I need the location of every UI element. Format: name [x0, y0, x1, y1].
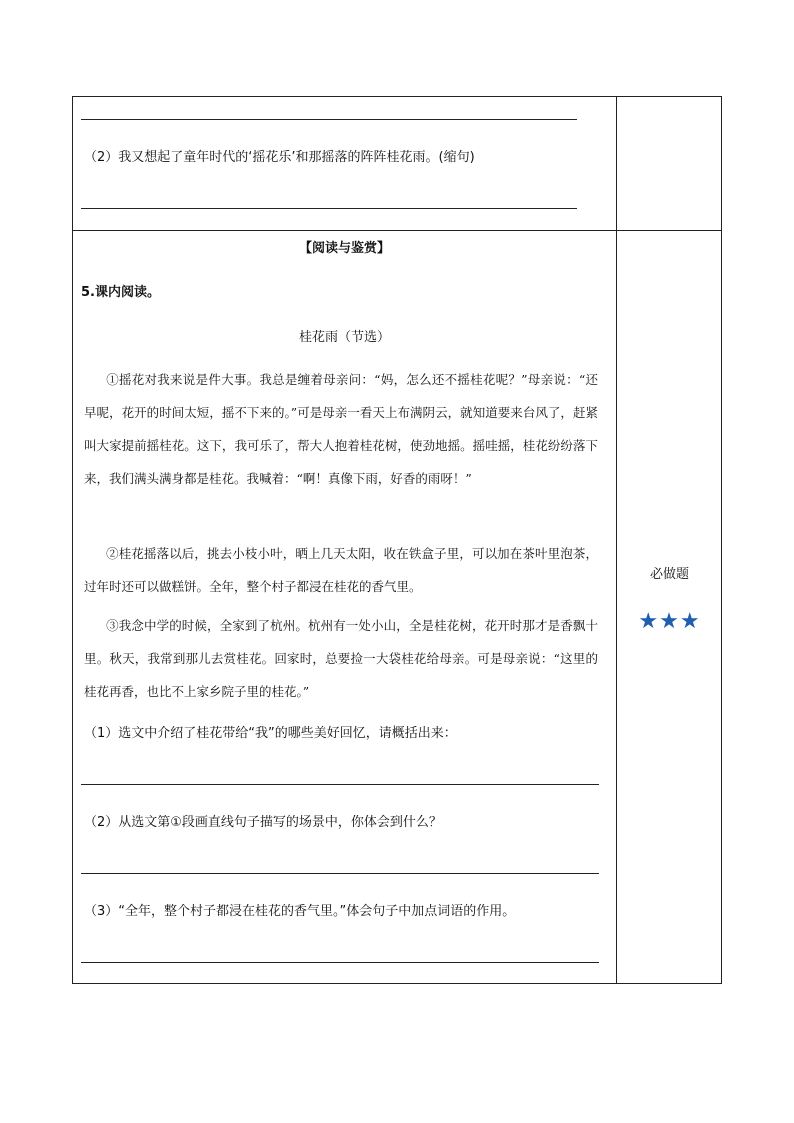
answer-line[interactable] — [81, 962, 599, 963]
passage-paragraph-3: ③我念中学的时候，全家到了杭州。杭州有一处小山，全是桂花树，花开时那才是香飘十里。秋天，我常到那儿去赏桂花。回家时，总要捡一大袋桂花给母亲。可是母亲说：“这里的桂花再香，也比不上家乡院子里的桂花。” — [84, 618, 598, 699]
difficulty-stars: ★★★ — [638, 609, 701, 634]
answer-line[interactable] — [81, 873, 599, 874]
answer-line[interactable] — [81, 119, 577, 120]
answer-line[interactable] — [81, 784, 599, 785]
sub-question-1: （1）选文中介绍了桂花带给“我”的哪些美好回忆，请概括出来： — [84, 726, 457, 741]
sub-question-2: （2）从选文第①段画直线句子描写的场景中，你体会到什么？ — [84, 815, 442, 830]
section-title: 【阅读与鉴赏】 — [298, 241, 390, 256]
passage-title: 桂花雨（节选） — [298, 330, 390, 345]
answer-line[interactable] — [81, 208, 577, 209]
passage-paragraph-2: ②桂花摇落以后，挑去小枝小叶，晒上几天太阳，收在铁盒子里，可以加在茶叶里泡茶，过年时还可以做糕饼。全年，整个村子都浸在桂花的香气里。 — [84, 546, 598, 594]
q4-sub-question-2: （2）我又想起了童年时代的‘摇花乐’和那摇落的阵阵桂花雨。(缩句) — [84, 150, 475, 165]
difficulty-label: 必做题 — [649, 567, 689, 582]
worksheet-table — [72, 96, 722, 984]
question-title: 5.课内阅读。 — [81, 285, 160, 300]
sub-question-3: （3）“全年，整个村子都浸在桂花的香气里。”体会句子中加点词语的作用。 — [84, 904, 516, 919]
row-divider — [73, 230, 721, 231]
passage-paragraph-1: ①摇花对我来说是件大事。我总是缠着母亲问：“妈，怎么还不摇桂花呢？”母亲说：“还早呢，花开的时间太短，摇不下来的。”可是母亲一看天上布满阴云，就知道要来台风了，赶紧叫大家提前摇桂花。这下，我可乐了，帮大人抱着桂花树，使劲地摇。摇哇摇，桂花纷纷落下来，我们满头满身都是桂花。我喊着：“啊！真像下雨，好香的雨呀！” — [84, 372, 598, 486]
